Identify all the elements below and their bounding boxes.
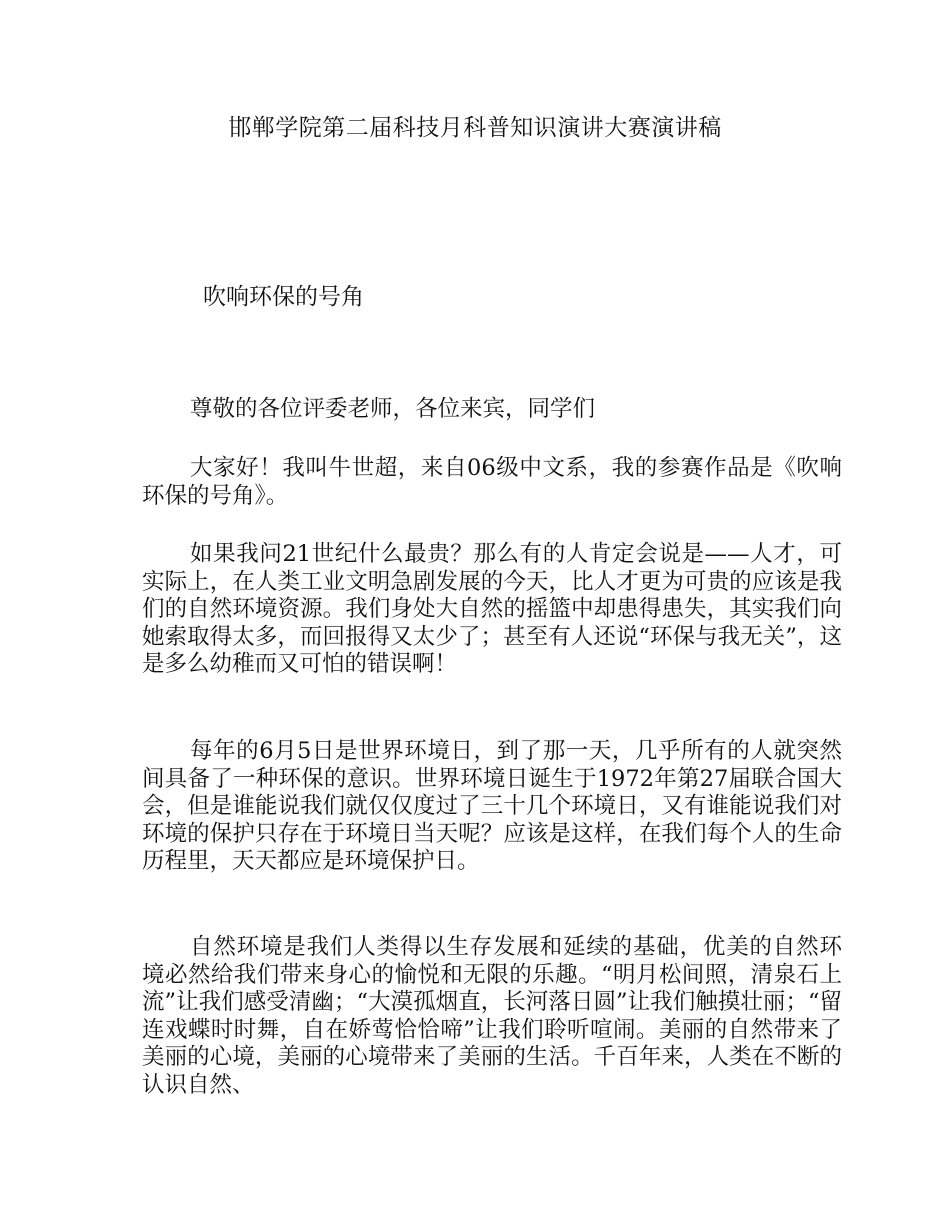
document-header-title: 邯郸学院第二届科技月科普知识演讲大赛演讲稿	[228, 115, 722, 141]
paragraph-world-environment-day: 每年的6月5日是世界环境日，到了那一天，几乎所有的人就突然间具备了一种环保的意识。世界环境日诞生于1972年第27届联合国大会，但是谁能说我们就仅仅度过了三十几个环境日，又有谁能说我们对环境的保护只存在于环境日当天呢？应该是这样，在我们每个人的生命历程里，天天都应是环境保护日。	[142, 738, 842, 874]
paragraph-environment-value: 如果我问21世纪什么最贵？那么有的人肯定会说是——人才，可实际上，在人类工业文明急剧发展的今天，比人才更为可贵的应该是我们的自然环境资源。我们身处大自然的摇篮中却患得患失，其实我们向她索取得太多，而回报得又太少了；甚至有人还说“环保与我无关”，这是多么幼稚而又可怕的错误啊！	[142, 541, 842, 677]
paragraph-introduction: 大家好！我叫牛世超，来自06级中文系，我的参赛作品是《吹响环保的号角》。	[142, 455, 842, 509]
salutation: 尊敬的各位评委老师，各位来宾，同学们	[190, 396, 596, 422]
speech-title: 吹响环保的号角	[203, 284, 364, 310]
paragraph-natural-beauty: 自然环境是我们人类得以生存发展和延续的基础，优美的自然环境必然给我们带来身心的愉悦和无限的乐趣。“明月松间照，清泉石上流”让我们感受清幽；“大漠孤烟直，长河落日圆”让我们触摸壮丽；“留连戏蝶时时舞，自在娇莺恰恰啼”让我们聆听喧闹。美丽的自然带来了美丽的心境，美丽的心境带来了美丽的生活。千百年来，人类在不断的认识自然、	[142, 934, 842, 1098]
